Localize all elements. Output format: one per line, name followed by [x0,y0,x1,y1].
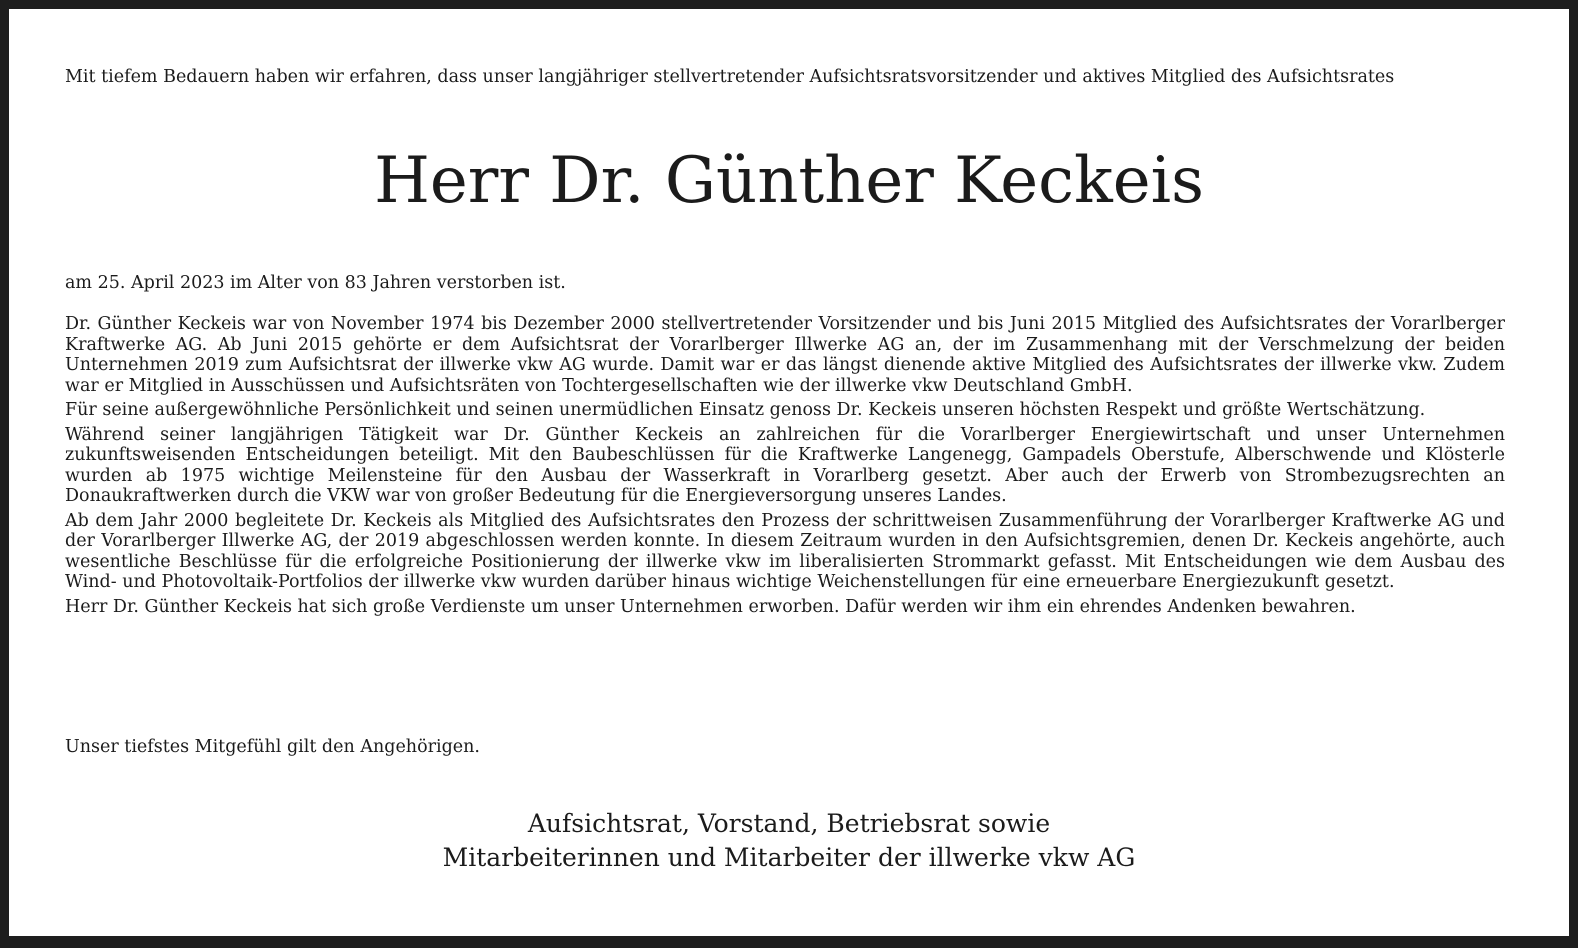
death-date-line: am 25. April 2023 im Alter von 83 Jahren verstorben ist. [65,273,566,293]
paragraph-decisions: Während seiner langjährigen Tätigkeit war Dr. Günther Keckeis an zahlreichen für die Vorarlberger Energiewirtschaft und unser Unternehmen zukunftsweisenden Entscheidungen beteiligt. Mit den Baubeschlüssen für die Kraftwerke Langenegg, Gampadels Oberstufe, Alberschwende und Klösterle wurden ab 1975 wichtige Meilensteine für den Ausbau der Wasserkraft in Vorarlberg gesetzt. Aber auch der Erwerb von Strombezugsrechten an Donaukraftwerken durch die VKW war von großer Bedeutung für die Energieversorgung unseres Landes. [65,424,1505,506]
signature-block [9,807,1569,875]
obituary-body [65,314,1505,621]
paragraph-career: Dr. Günther Keckeis war von November 1974 bis Dezember 2000 stellvertretender Vorsitzender und bis Juni 2015 Mitglied des Aufsichtsrates der Vorarlberger Kraftwerke AG. Ab Juni 2015 gehörte er dem Aufsichtsrat der Vorarlberger Illwerke AG an, der im Zusammenhang mit der Verschmelzung der beiden Unternehmen 2019 zum Aufsichtsrat der illwerke vkw AG wurde. Damit war er das längst dienende aktive Mitglied des Aufsichtsrates der illwerke vkw. Zudem war er Mitglied in Ausschüssen und Aufsichtsräten von Tochtergesellschaften wie der illwerke vkw Deutschland GmbH. [65,314,1505,396]
paragraph-gratitude: Herr Dr. Günther Keckeis hat sich große Verdienste um unser Unternehmen erworben. Dafür werden wir ihm ein ehrendes Andenken bewahren. [65,596,1356,617]
deceased-name: Herr Dr. Günther Keckeis [374,144,1204,218]
paragraph-merger: Ab dem Jahr 2000 begleitete Dr. Keckeis als Mitglied des Aufsichtsrates den Prozess der schrittweisen Zusammenführung der Vorarlberger Kraftwerke AG und der Vorarlberger Illwerke AG, der 2019 abgeschlossen werden konnte. In diesem Zeitraum wurden in den Aufsichtsgremien, denen Dr. Keckeis angehörte, auch wesentliche Beschlüsse für die erfolgreiche Positionierung der illwerke vkw im liberalisierten Strommarkt gefasst. Mit Entscheidungen wie dem Ausbau des Wind- und Photovoltaik-Portfolios der illwerke vkw wurden darüber hinaus wichtige Weichenstellungen für eine erneuerbare Energiezukunft gesetzt. [65,510,1505,592]
paragraph-respect: Für seine außergewöhnliche Persönlichkeit und seinen unermüdlichen Einsatz genoss Dr. Keckeis unseren höchsten Respekt und größte Wertschätzung. [65,400,1426,420]
condolence-line: Unser tiefstes Mitgefühl gilt den Angehörigen. [65,737,480,757]
intro-text: Mit tiefem Bedauern haben wir erfahren, dass unser langjähriger stellvertretender Aufsichtsratsvorsitzender und aktives Mitglied des Aufsichtsrates [65,67,1395,87]
signature-line-1: Aufsichtsrat, Vorstand, Betriebsrat sowie [527,809,1051,838]
signature-line-2: Mitarbeiterinnen und Mitarbeiter der illwerke vkw AG [442,843,1136,872]
